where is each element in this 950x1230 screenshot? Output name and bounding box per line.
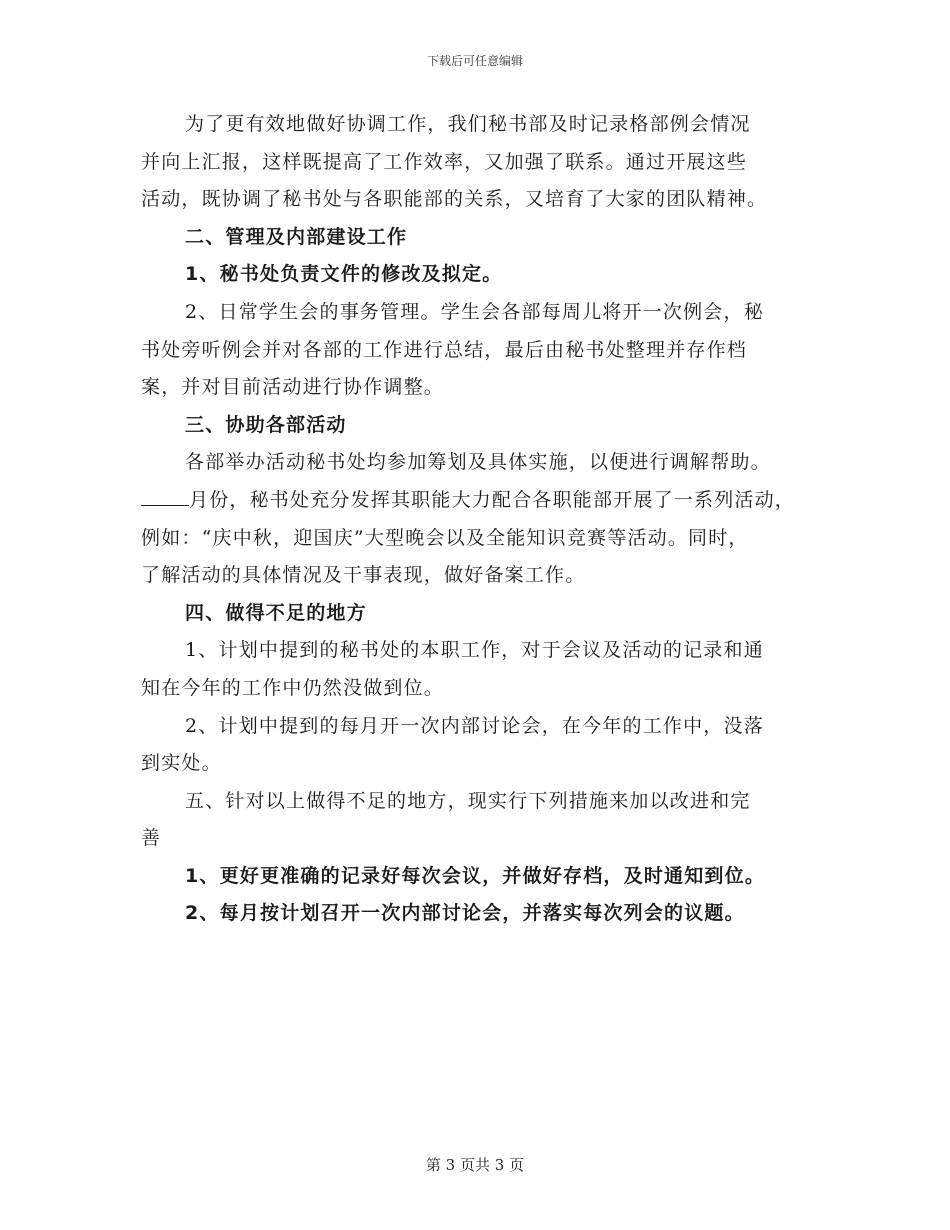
paragraph-line: 并向上汇报，这样既提高了工作效率，又加强了联系。通过开展这些 — [141, 150, 748, 173]
page-footer: 第 3 页共 3 页 — [425, 1156, 525, 1174]
paragraph-line: 五、针对以上做得不足的地方，现实行下列措施来加以改进和完 — [185, 789, 751, 812]
bold-item: 1、秘书处负责文件的修改及拟定。 — [185, 263, 503, 286]
paragraph-line: 各部举办活动秘书处均参加筹划及具体实施，以便进行调解帮助。 — [185, 451, 771, 474]
paragraph-line: 1、计划中提到的秘书处的本职工作，对于会议及活动的记录和通 — [185, 639, 764, 662]
blank-underline — [141, 485, 189, 506]
paragraph-line: 活动，既协调了秘书处与各职能部的关系，又培育了大家的团队精神。 — [141, 188, 768, 211]
paragraph-line: 到实处。 — [141, 752, 222, 775]
section-heading: 二、管理及内部建设工作 — [185, 225, 408, 248]
bold-item: 2、每月按计划召开一次内部讨论会，并落实每次列会的议题。 — [185, 902, 745, 925]
section-heading: 三、协助各部活动 — [185, 413, 347, 436]
paragraph-line: 例如：“庆中秋，迎国庆”大型晚会以及全能知识竞赛等活动。同时， — [141, 526, 749, 549]
paragraph-line: 书处旁听例会并对各部的工作进行总结，最后由秘书处整理并存作档 — [141, 338, 748, 361]
paragraph-text: 月份，秘书处充分发挥其职能大力配合各职能部开展了一系列活动， — [189, 488, 796, 511]
paragraph-line — [141, 482, 811, 520]
paragraph-line: 了解活动的具体情况及干事表现，做好备案工作。 — [141, 564, 586, 587]
paragraph-line: 2、日常学生会的事务管理。学生会各部每周儿将开一次例会，秘 — [185, 300, 764, 323]
paragraph-line: 案，并对目前活动进行协作调整。 — [141, 376, 445, 399]
bold-item: 1、更好更准确的记录好每次会议，并做好存档，及时通知到位。 — [185, 864, 766, 887]
paragraph-line: 为了更有效地做好协调工作，我们秘书部及时记录格部例会情况 — [185, 113, 751, 135]
paragraph-line: 2、计划中提到的每月开一次内部讨论会，在今年的工作中，没落 — [185, 714, 764, 737]
page-header: 下载后可任意编辑 — [426, 54, 523, 68]
paragraph-line: 善 — [141, 827, 162, 850]
paragraph-line: 知在今年的工作中仍然没做到位。 — [141, 676, 445, 699]
document-body — [141, 106, 811, 933]
section-heading: 四、做得不足的地方 — [185, 601, 367, 624]
